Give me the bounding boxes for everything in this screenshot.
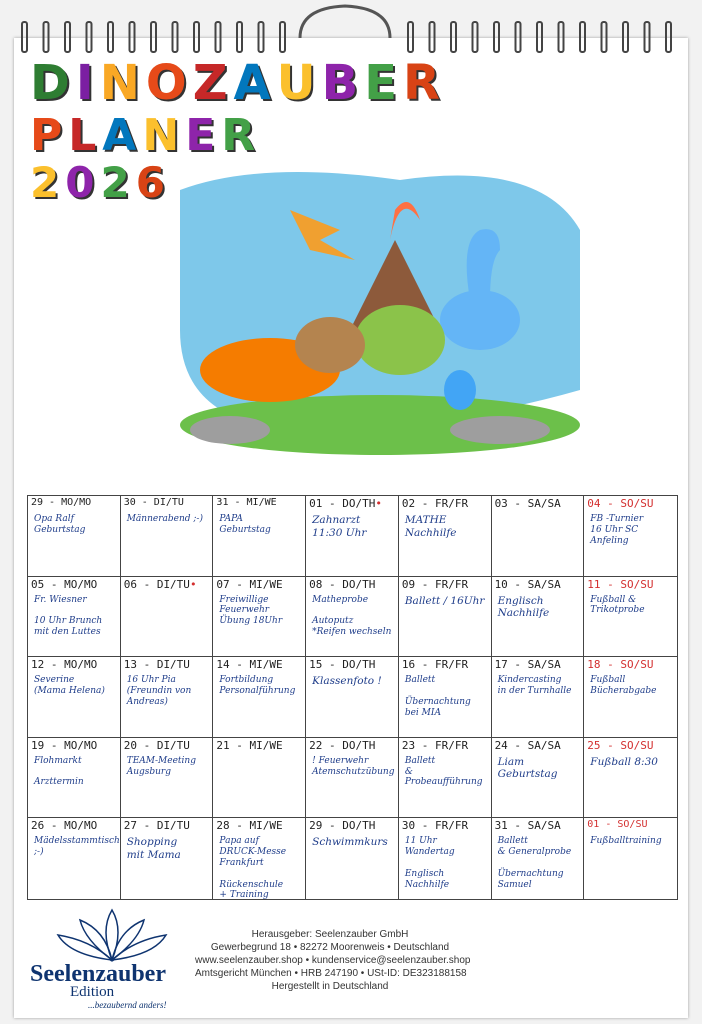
binding-ring	[666, 22, 671, 52]
day-cell	[213, 738, 306, 819]
day-label	[216, 578, 282, 591]
day-label-text: 29 - DO/TH	[309, 819, 376, 833]
day-cell	[399, 818, 492, 899]
day-note: Ballett & Probeaufführung	[404, 755, 483, 788]
day-label	[124, 658, 190, 671]
contact-line: www.seelenzauber.shop • kundenservice@seelenzauber.shop	[195, 955, 471, 966]
day-note: Liam Geburtstag	[497, 755, 558, 781]
day-cell	[584, 818, 677, 899]
day-label	[124, 819, 190, 832]
day-label	[309, 739, 375, 752]
made-in-line: Hergestellt in Deutschland	[271, 981, 389, 992]
title-letter: E	[364, 55, 404, 111]
day-label-text: 29 - MO/MO	[31, 497, 92, 508]
day-cell	[28, 738, 121, 819]
day-note: Klassenfoto !	[312, 675, 382, 688]
day-label-text: 08 - DO/TH	[309, 577, 376, 591]
day-label-text: 23 - FR/FR	[401, 738, 469, 752]
binding-ring	[108, 22, 113, 52]
day-label-text: 18 - SO/SU	[587, 658, 654, 672]
day-note: Fußball & Trikotprobe	[590, 594, 645, 616]
day-cell	[492, 657, 585, 738]
binding-ring	[559, 22, 564, 52]
day-label	[402, 658, 468, 671]
day-label-text: 11 - SO/SU	[587, 577, 654, 591]
day-label	[216, 497, 276, 508]
day-cell	[213, 577, 306, 658]
day-note: FB -Turnier 16 Uhr SC Anfeling	[590, 514, 644, 546]
day-note: Fr. Wiesner 10 Uhr Brunch mit den Luttes	[34, 594, 103, 637]
day-cell	[121, 738, 214, 819]
day-label	[216, 819, 282, 832]
day-label-text: 01 - SO/SU	[587, 819, 648, 831]
day-label-text: 04 - SO/SU	[587, 497, 654, 510]
title-letter: 6	[135, 158, 171, 207]
title-letter: 2	[30, 158, 66, 207]
day-label-text: 05 - MO/MO	[31, 577, 98, 591]
title-letter: 0	[65, 158, 101, 207]
day-note: Fußballtraining	[590, 836, 662, 847]
day-note: Flohmarkt Arzttermin	[34, 755, 84, 788]
day-label-text: 19 - MO/MO	[31, 738, 98, 752]
binding-ring	[87, 22, 92, 52]
day-cell	[492, 496, 585, 577]
day-note: Männerabend ;-)	[126, 514, 203, 524]
day-note: Ballett & Generalprobe Übernachtung Samuel	[497, 836, 572, 890]
day-label	[216, 658, 282, 671]
day-label-text: 27 - DI/TU	[123, 819, 190, 833]
day-label-text: 12 - MO/MO	[31, 658, 98, 672]
binding-ring	[494, 22, 499, 52]
day-note: ! Feuerwehr Atemschutzübung	[312, 755, 395, 777]
day-cell	[121, 818, 214, 899]
day-label-text: 07 - MI/WE	[216, 577, 283, 591]
day-note: Englisch Nachhilfe	[497, 594, 550, 620]
binding-ring	[237, 22, 242, 52]
title-letter: P	[30, 110, 69, 161]
day-label	[309, 578, 375, 591]
binding-ring	[44, 22, 49, 52]
day-label	[587, 658, 653, 671]
brand-name: Seelenzauber	[30, 961, 166, 987]
day-note: Ballett / 16Uhr	[404, 594, 485, 607]
title-line-1	[30, 55, 446, 111]
day-cell	[399, 577, 492, 658]
day-label	[495, 658, 561, 671]
day-label-text: 13 - DI/TU	[123, 658, 190, 672]
day-cell	[492, 818, 585, 899]
publisher-info	[195, 928, 471, 993]
title-letter: R	[221, 110, 262, 161]
binding-ring	[65, 22, 70, 52]
day-note: Freiwillige Feuerwehr Übung 18Uhr	[219, 594, 283, 627]
title-letter: 2	[100, 158, 136, 207]
title-letter: Z	[192, 55, 234, 111]
day-label	[495, 497, 561, 510]
day-note: Schwimmkurs	[312, 836, 388, 849]
day-cell	[492, 577, 585, 658]
day-label	[31, 819, 97, 832]
day-label	[402, 578, 468, 591]
day-note: PAPA Geburtstag	[219, 514, 271, 535]
day-label	[587, 497, 653, 510]
day-label	[216, 739, 282, 752]
day-label	[124, 497, 184, 508]
day-note: Zahnarzt 11:30 Uhr	[312, 514, 367, 539]
marker-dot: •	[375, 497, 382, 510]
day-cell	[584, 496, 677, 577]
day-label	[495, 819, 561, 832]
day-label-text: 16 - FR/FR	[401, 658, 469, 672]
day-cell	[306, 818, 399, 899]
day-cell	[399, 496, 492, 577]
marker-dot: •	[189, 577, 197, 591]
binding-ring	[645, 22, 650, 52]
day-label	[124, 739, 190, 752]
day-cell	[213, 818, 306, 899]
day-label-text: 03 - SA/SA	[494, 497, 561, 510]
day-label	[309, 497, 382, 510]
title-letter: U	[276, 55, 322, 111]
title-letter: N	[99, 55, 146, 111]
day-label	[495, 739, 561, 752]
day-cell	[28, 577, 121, 658]
registry-line: Amtsgericht München • HRB 247190 • USt-ID: DE323188158	[195, 968, 467, 979]
day-label-text: 30 - DI/TU	[123, 497, 184, 508]
day-note: Ballett Übernachtung bei MIA	[404, 675, 471, 718]
day-cell	[306, 738, 399, 819]
day-label	[587, 578, 653, 591]
binding-ring	[580, 22, 585, 52]
title-letter: A	[102, 110, 143, 161]
day-label-text: 06 - DI/TU	[123, 577, 190, 591]
day-cell	[121, 657, 214, 738]
day-note: Fußball 8:30	[590, 755, 658, 768]
day-cell	[584, 577, 677, 658]
day-cell	[306, 577, 399, 658]
day-label	[124, 578, 197, 591]
day-label-text: 20 - DI/TU	[123, 738, 190, 752]
day-note: Opa Ralf Geburtstag	[34, 514, 86, 535]
day-note: 11 Uhr Wandertag Englisch Nachhilfe	[404, 836, 455, 890]
title-letter: E	[185, 110, 222, 161]
binding-ring	[473, 22, 478, 52]
day-cell	[584, 738, 677, 819]
dinosaur-illustration	[140, 130, 600, 460]
day-label	[31, 739, 97, 752]
day-label	[402, 739, 468, 752]
binding-ring	[216, 22, 221, 52]
day-cell	[306, 496, 399, 577]
day-note: Severine (Mama Helena)	[34, 675, 105, 696]
day-label	[587, 819, 647, 830]
day-label-text: 10 - SA/SA	[494, 577, 561, 591]
binding-ring	[516, 22, 521, 52]
day-cell	[121, 496, 214, 577]
day-note: Mädelsstammtisch ;-)	[34, 836, 120, 858]
title-letter: L	[68, 110, 103, 161]
day-label	[402, 819, 468, 832]
binding-ring	[151, 22, 156, 52]
binding-ring	[602, 22, 607, 52]
title-letter: O	[145, 55, 193, 111]
binding-ring	[22, 22, 27, 52]
day-label	[31, 497, 91, 508]
day-label	[402, 497, 468, 510]
day-label	[31, 578, 97, 591]
day-note: TEAM-Meeting Augsburg	[126, 755, 196, 777]
day-label	[587, 739, 653, 752]
day-note: Fortbildung Personalführung	[219, 675, 296, 696]
day-label	[495, 578, 561, 591]
title-letter: D	[30, 55, 76, 111]
day-label-text: 28 - MI/WE	[216, 819, 283, 833]
binding-ring	[173, 22, 178, 52]
brand-tagline: ...bezaubernd anders!	[88, 1000, 167, 1010]
binding-ring	[451, 22, 456, 52]
day-label-text: 21 - MI/WE	[216, 738, 283, 752]
day-label-text: 02 - FR/FR	[401, 497, 469, 510]
day-cell	[584, 657, 677, 738]
day-note: 16 Uhr Pia (Freundin von Andreas)	[126, 675, 192, 707]
address-line: Gewerbegrund 18 • 82272 Moorenweis • Deutschland	[210, 942, 450, 953]
title-letter: R	[403, 55, 446, 111]
day-cell	[121, 577, 214, 658]
binding-ring	[623, 22, 628, 52]
day-cell	[213, 496, 306, 577]
title-letter: B	[321, 55, 365, 111]
day-label-text: 24 - SA/SA	[494, 738, 561, 752]
day-label	[31, 658, 97, 671]
calendar-grid	[27, 495, 678, 900]
day-cell	[28, 657, 121, 738]
day-cell	[28, 496, 121, 577]
publisher-line: Herausgeber: Seelenzauber GmbH	[251, 929, 409, 940]
day-note: MATHE Nachhilfe	[404, 514, 457, 539]
day-label-text: 17 - SA/SA	[494, 658, 561, 672]
day-note: Matheprobe Autoputz *Reifen wechseln	[312, 594, 392, 637]
day-cell	[306, 657, 399, 738]
day-label-text: 30 - FR/FR	[401, 819, 469, 833]
binding-ring	[408, 22, 413, 52]
day-note: Fußball Bücherabgabe	[590, 675, 657, 696]
title-letter: A	[233, 55, 277, 111]
wire-binding	[0, 0, 702, 60]
day-note: Shopping mit Mama	[126, 836, 181, 861]
binding-ring	[194, 22, 199, 52]
day-label-text: 26 - MO/MO	[31, 819, 98, 833]
day-label-text: 31 - MI/WE	[216, 497, 277, 508]
binding-ring	[430, 22, 435, 52]
brand-edition: Edition	[70, 984, 115, 1000]
day-label-text: 01 - DO/TH	[309, 497, 376, 510]
day-note: Papa auf DRUCK-Messe Frankfurt Rückenschule + Training	[219, 836, 287, 899]
day-label	[309, 658, 375, 671]
binding-ring	[130, 22, 135, 52]
day-cell	[399, 657, 492, 738]
binding-ring	[537, 22, 542, 52]
day-label-text: 09 - FR/FR	[401, 577, 469, 591]
day-label-text: 22 - DO/TH	[309, 738, 376, 752]
day-label-text: 14 - MI/WE	[216, 658, 283, 672]
title-letter: N	[142, 110, 186, 161]
day-label-text: 15 - DO/TH	[309, 658, 376, 672]
title-letter: I	[75, 55, 100, 111]
day-cell	[28, 818, 121, 899]
day-note: Kindercasting in der Turnhalle	[497, 675, 572, 696]
day-label	[309, 819, 375, 832]
day-cell	[213, 657, 306, 738]
day-cell	[399, 738, 492, 819]
binding-ring	[280, 22, 285, 52]
day-label-text: 25 - SO/SU	[587, 738, 654, 752]
day-cell	[492, 738, 585, 819]
binding-ring	[259, 22, 264, 52]
day-label-text: 31 - SA/SA	[494, 819, 561, 833]
